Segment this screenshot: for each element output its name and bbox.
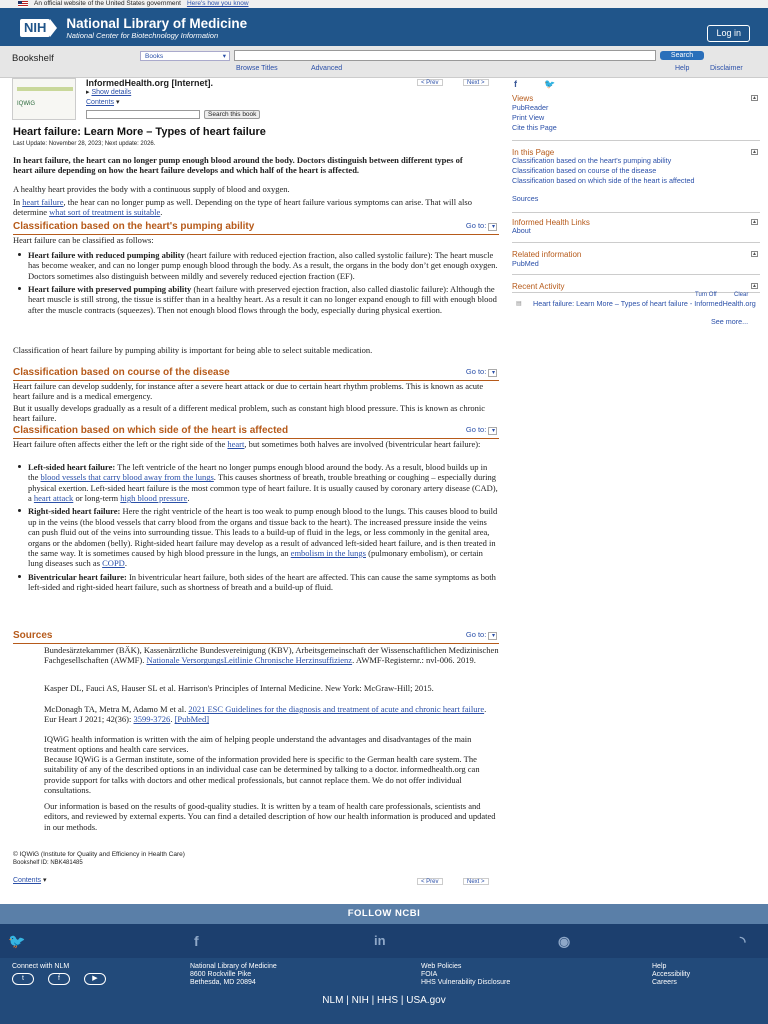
section-intro: Heart failure can be classified as follows:	[13, 235, 154, 245]
section-label: Bookshelf	[12, 53, 54, 64]
section-heading-course: Classification based on course of the disease Go to: ▾	[13, 367, 499, 381]
copyright: © IQWiG (Institute for Quality and Efficiency in Health Care)	[13, 851, 185, 858]
twitter-icon[interactable]: 🐦	[8, 933, 26, 949]
nlm-link[interactable]: NLM	[322, 995, 344, 1006]
about-link[interactable]: About	[512, 226, 531, 235]
rss-icon[interactable]: ◝	[740, 933, 746, 949]
next-button[interactable]: Next >	[463, 79, 489, 86]
contents-label[interactable]: Contents	[86, 99, 115, 106]
book-search-button[interactable]: Search this book	[204, 110, 260, 119]
next-button-bottom[interactable]: Next >	[463, 878, 489, 885]
policy-links	[421, 963, 510, 987]
search-button[interactable]: Search	[660, 51, 704, 60]
hhs-link[interactable]: HHS	[376, 995, 399, 1006]
section-heading-sources: Sources Go to: ▾	[13, 630, 499, 644]
inpage-link-pumping[interactable]: Classification based on the heart's pumping ability	[512, 156, 672, 165]
twitter-icon[interactable]: t	[12, 973, 34, 985]
youtube-icon[interactable]: ▶	[84, 973, 106, 985]
views-heading: Views	[512, 94, 534, 103]
chevron-down-icon: ▾	[42, 877, 47, 884]
us-flag-icon	[18, 1, 28, 7]
inpage-link-sources[interactable]: Sources	[512, 194, 539, 203]
goto-menu[interactable]: Go to: ▾	[466, 367, 497, 377]
high-blood-pressure-link[interactable]: high blood pressure	[120, 493, 188, 504]
clear-link[interactable]: Clear	[734, 292, 749, 298]
list-item: Left-sided heart failure: The left ventricle of the heart no longer pumps enough blood around the body. As a result, blood builds up in the blood vessels that carry blood away from the lungs. This causes shortness of breath, trouble breathing or coughing – especially during physical exertion. Left-sided heart failure is the most common type of heart failure. It is usually caused by coronary artery disease (CAD), a heart attack or long-term high blood pressure.	[28, 462, 498, 504]
follow-ncbi-banner: FOLLOW NCBI	[0, 904, 768, 924]
list-item: Biventricular heart failure: In biventricular heart failure, both sides of the heart are affected. This can cause the same symptoms as both left-sided and right-sided heart failure, such as shortness of breath and a build-up of fluid.	[28, 572, 498, 593]
embolism-link[interactable]: embolism in the lungs	[290, 547, 366, 558]
gov-banner-text: An official website of the United States government	[34, 0, 181, 8]
treatment-link[interactable]: what sort of treatment is suitable	[49, 207, 161, 218]
collapse-icon[interactable]: ▲	[752, 251, 757, 257]
database-select[interactable]: Books ▾	[140, 51, 230, 61]
divider	[512, 212, 760, 213]
goto-menu[interactable]: Go to: ▾	[466, 630, 497, 640]
foia-link[interactable]: FOIA	[421, 971, 438, 978]
reference-link[interactable]: 2021 ESC Guidelines for the diagnosis and treatment of acute and chronic heart failure	[188, 704, 485, 714]
see-more-link[interactable]: See more...	[711, 317, 749, 326]
chevron-down-icon: ▾	[115, 99, 120, 106]
collapse-icon[interactable]: ▲	[752, 219, 757, 225]
book-title: InformedHealth.org [Internet].	[86, 78, 214, 88]
twitter-icon[interactable]: 🐦	[544, 79, 556, 89]
heres-how-link[interactable]: Here's how you know	[186, 0, 249, 8]
nlm-address: National Library of Medicine 8600 Rockville Pike Bethesda, MD 20894	[190, 963, 277, 986]
contents-link[interactable]	[86, 99, 120, 108]
collapse-icon[interactable]: ▲	[752, 149, 757, 155]
footer	[0, 958, 768, 1024]
print-view-link[interactable]: Print View	[512, 113, 545, 122]
divider	[512, 140, 760, 141]
copd-link[interactable]: COPD	[102, 558, 125, 569]
blood-vessels-link[interactable]: blood vessels that carry blood away from the lungs	[40, 472, 214, 483]
site-header	[0, 8, 768, 46]
list-item: Heart failure with reduced pumping ability (heart failure with reduced ejection fraction, also called systolic failure): The heart muscle has become weaker, and can no longer pump enough blood through the body. As a result, the organs in the body don’t get enough oxygen. Doctors sometimes also distinguish between mildly and severely reduced ejection fraction (EF).	[28, 250, 498, 281]
bookshelf-id: Bookshelf ID: NBK481485	[13, 860, 83, 866]
disclaimer-link[interactable]: Disclaimer	[710, 65, 743, 72]
cite-page-link[interactable]: Cite this Page	[512, 123, 557, 132]
pubreader-link[interactable]: PubReader	[512, 103, 549, 112]
divider	[512, 242, 760, 243]
facebook-icon[interactable]: f	[194, 933, 199, 949]
iqwig-paragraph-2: Because IQWiG is a German institute, some of the information provided here is specific to the German health care system. The suitability of any of the described options in an individual case can be determined by talking to a doctor. informedhealth.org can provide support for talks with doctors and other medical professionals, but cannot replace them. We do not offer individual consultations.	[44, 754, 480, 796]
reference-1: Bundesärztekammer (BÄK), Kassenärztliche Bundesvereinigung (KBV), Arbeitsgemeinschaft der Wissenschaftlichen Medizinischen Fachgesellschaften (AWMF). Nationale VersorgungsLeitlinie Chronische Herzinsuffizienz. AWMF-Registernr.: nvl-006. 2019.	[44, 645, 499, 666]
help-link[interactable]: Help	[675, 65, 690, 72]
turn-off-link[interactable]: Turn Off	[695, 292, 717, 298]
facebook-icon[interactable]: f	[514, 79, 517, 89]
heart-failure-link[interactable]: heart failure	[22, 197, 64, 207]
section-heading-side: Classification based on which side of the heart is affected Go to: ▾	[13, 425, 499, 439]
prev-button[interactable]: < Prev	[417, 79, 443, 86]
advanced-link[interactable]: Advanced	[311, 65, 343, 72]
pubmed-related-link[interactable]: PubMed	[512, 259, 539, 268]
facebook-icon[interactable]: f	[48, 973, 70, 985]
nih-link[interactable]: NIH	[351, 995, 369, 1006]
document-icon: ▤	[516, 301, 522, 307]
side-intro: Heart failure often affects either the left or the right side of the heart, but sometimes both halves are involved (biventricular heart failure):	[13, 439, 481, 449]
page-title: Heart failure: Learn More – Types of heart failure	[13, 126, 266, 138]
heart-attack-link[interactable]: heart attack	[33, 493, 74, 504]
search-input[interactable]	[234, 50, 656, 61]
recent-item-link[interactable]: Heart failure: Learn More – Types of heart failure - InformedHealth.org	[533, 299, 756, 308]
book-cover[interactable]	[12, 78, 76, 120]
agency-links: NLM | NIH | HHS | USA.gov	[322, 995, 446, 1006]
help-links	[652, 963, 690, 987]
book-search	[86, 109, 260, 119]
heart-link[interactable]: heart	[227, 439, 245, 449]
iqwig-paragraph-1: IQWiG health information is written with the aim of helping people understand the advantages and disadvantages of the main treatment options and health care services.	[44, 734, 472, 755]
last-update: Last Update: November 28, 2023; Next update: 2026.	[13, 141, 156, 147]
in-this-page-heading: In this Page	[512, 148, 555, 157]
header-subtitle: National Center for Biotechnology Information	[66, 30, 219, 40]
cover-band	[17, 87, 73, 91]
inpage-link-side[interactable]: Classification based on which side of the heart is affected	[512, 176, 695, 185]
course-paragraph-2: But it usually develops gradually as a result of a different medical problem, such as constant high blood pressure. This is known as chronic heart failure.	[13, 403, 486, 424]
show-details-label[interactable]: Show details	[91, 89, 132, 96]
nlm-logo[interactable]	[20, 17, 247, 40]
hhs-vulnerability-link[interactable]: HHS Vulnerability Disclosure	[421, 979, 511, 986]
prev-button-bottom[interactable]: < Prev	[417, 878, 443, 885]
login-button[interactable]: Log in	[707, 25, 750, 42]
informed-health-links-heading: Informed Health Links	[512, 218, 590, 227]
github-icon[interactable]: ◉	[558, 933, 571, 949]
section-outro: Classification of heart failure by pumping ability is important for being able to select suitable medication.	[13, 345, 373, 355]
help-footer-link[interactable]: Help	[652, 963, 667, 970]
show-details-link[interactable]: ▸ Show details	[86, 89, 132, 96]
header-title: National Library of Medicine	[66, 16, 248, 31]
contents-bottom-link[interactable]: Contents ▾	[13, 877, 47, 884]
goto-menu[interactable]: Go to: ▾	[466, 425, 497, 435]
search-bar	[0, 46, 768, 78]
reference-3: McDonagh TA, Metra M, Adamo M et al. 2021 ESC Guidelines for the diagnosis and treatment of acute and chronic heart failure. Eur Heart J 2021; 42(36): 3599-3726. [PubMed]	[44, 704, 487, 725]
list-item: Heart failure with preserved pumping ability (heart failure with preserved ejection fraction, also called diastolic failure): Although the heart muscle is still strong, the tissue is stiffer than in a healthy heart. As a result it can no longer expand enough to fill with enough blood after the muscle contracts (squeezes). Then not enough blood flows through the body, especially during physical exertion.	[28, 284, 497, 315]
cover-logo-text: IQWiG	[17, 101, 35, 107]
careers-link[interactable]: Careers	[652, 979, 677, 986]
web-policies-link[interactable]: Web Policies	[421, 963, 462, 970]
iqwig-paragraph-3: Our information is based on the results of good-quality studies. It is written by a team of health care professionals, scientists and editors, and reviewed by external experts. You can find a detailed description of how our health information is produced and updated in our methods.	[44, 801, 496, 832]
divider	[512, 274, 760, 275]
social-bar	[0, 924, 768, 958]
inpage-link-course[interactable]: Classification based on course of the disease	[512, 166, 657, 175]
linkedin-icon[interactable]: in	[374, 933, 386, 948]
collapse-icon[interactable]: ▲	[752, 95, 757, 101]
course-paragraph-1: Heart failure can develop suddenly, for instance after a severe heart attack or due to certain heart rhythm problems. This is known as acute heart failure and is a medical emergency.	[13, 381, 484, 402]
pubmed-link[interactable]: [PubMed]	[174, 714, 210, 725]
side-list	[28, 462, 498, 595]
reference-2: Kasper DL, Fauci AS, Hauser SL et al. Harrison's Principles of Internal Medicine. New York: McGraw-Hill; 2015.	[44, 683, 434, 693]
pumping-list	[28, 250, 498, 318]
related-information-heading: Related information	[512, 250, 582, 259]
accessibility-link[interactable]: Accessibility	[652, 971, 691, 978]
recent-activity-heading: Recent Activity	[512, 282, 565, 291]
collapse-icon[interactable]: ▲	[752, 283, 757, 289]
intro-paragraph: A healthy heart provides the body with a continuous supply of blood and oxygen.	[13, 184, 290, 194]
gov-banner	[0, 0, 768, 8]
book-search-input[interactable]	[86, 110, 200, 119]
connect-label: Connect with NLM	[12, 963, 70, 970]
intro-paragraph-2: In heart failure, the hear can no longer pump as well. Depending on the type of heart failure various symptoms can arise. That will also determine what sort of treatment is suitable.	[13, 197, 472, 218]
reference-link[interactable]: Nationale VersorgungsLeitlinie Chronische Herzinsuffizienz	[146, 655, 353, 666]
divider	[512, 292, 760, 293]
goto-menu[interactable]: Go to: ▾	[466, 221, 497, 231]
browse-titles-link[interactable]: Browse Titles	[236, 65, 278, 72]
nih-logo-icon: NIH	[20, 19, 50, 37]
lead-paragraph: In heart failure, the heart can no longer pump enough blood around the body. Doctors distinguish between different types of heart ailure depending on how the heart failure develops and which half of the heart is affected.	[13, 155, 463, 176]
list-item: Right-sided heart failure: Here the right ventricle of the heart is too weak to pump enough blood to the lungs. This causes blood to build up in the veins (the blood vessels that carry blood from the organs and tissue back to the heart). The increased pressure inside the veins can push fluid out of the veins into surrounding tissue. This leads to a build-up of fluid in the legs, or less commonly in the genital area, organs or the abdomen (belly). Right-sided heart failure may develop as a result of advanced left-sided heart failure, and is then treated in the same way. It is sometimes caused by high blood pressure in the lungs, an embolism in the lungs (pulmonary embolism), or certain lung diseases such as COPD.	[28, 506, 498, 569]
usagov-link[interactable]: USA.gov	[406, 995, 446, 1006]
reference-pages-link[interactable]: 3599-3726	[133, 714, 171, 725]
section-heading-pumping: Classification based on the heart's pumping ability Go to: ▾	[13, 221, 499, 235]
